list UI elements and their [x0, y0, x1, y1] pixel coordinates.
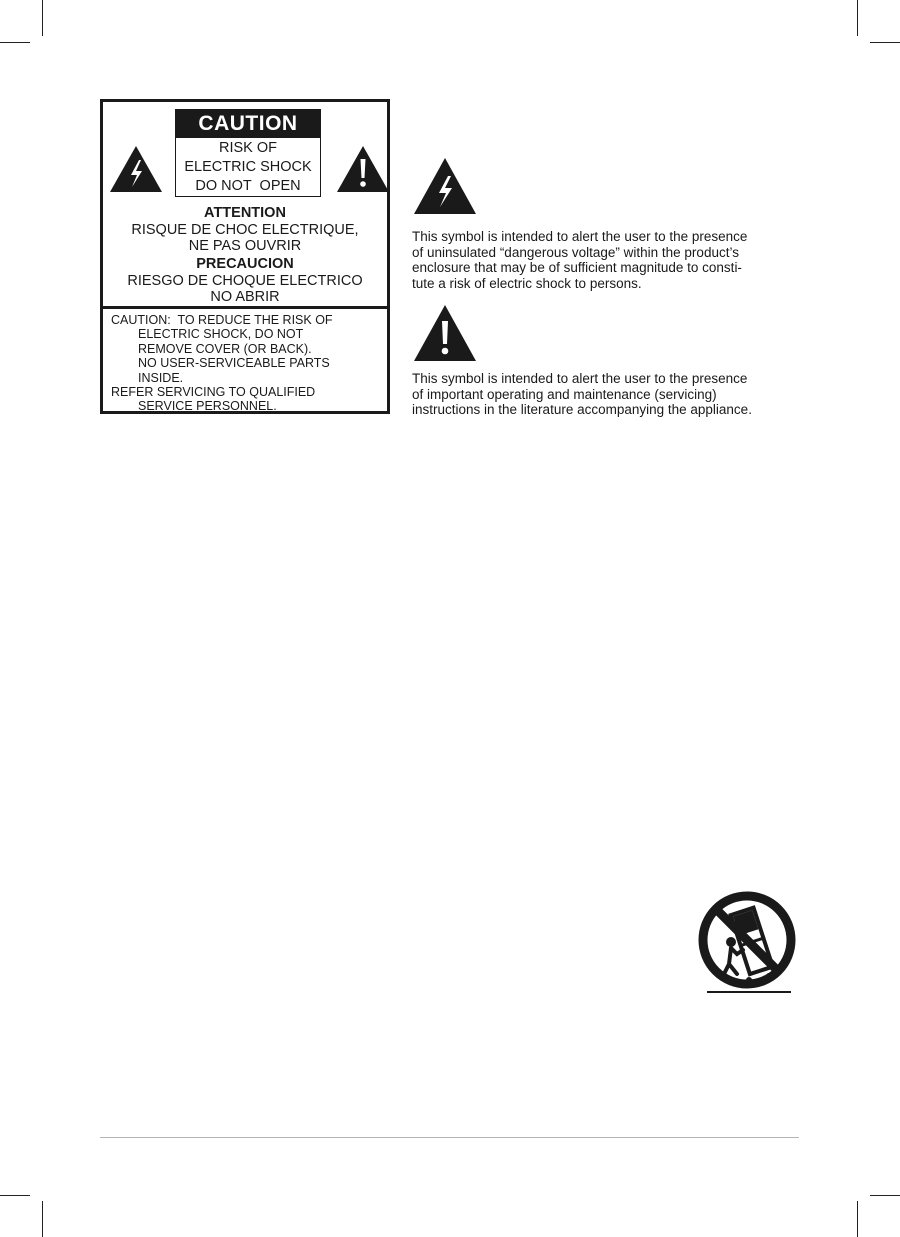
cart-tip-over-warning-icon	[697, 890, 797, 994]
warning-line: INSIDE.	[138, 370, 184, 385]
warning-line: NO USER-SERVICEABLE PARTS	[138, 356, 330, 371]
french-heading: ATTENTION	[204, 205, 286, 221]
description-line: tute a risk of electric shock to persons.	[412, 275, 642, 291]
warning-line: REMOVE COVER (OR BACK).	[138, 341, 312, 356]
service-warning-text	[111, 313, 383, 414]
exclamation-warning-icon	[412, 303, 478, 363]
warning-line: REFER SERVICING TO QUALIFIED	[111, 385, 316, 400]
crop-mark	[42, 1201, 43, 1237]
exclamation-warning-icon	[335, 144, 391, 194]
description-line: of important operating and maintenance (servicing)	[412, 386, 717, 402]
caution-label-top	[103, 102, 387, 306]
caution-label	[100, 99, 390, 414]
french-line: RISQUE DE CHOC ELECTRIQUE,	[131, 221, 359, 238]
lightning-warning-icon	[412, 156, 478, 216]
lightning-symbol-description	[412, 229, 782, 291]
caution-divider	[103, 306, 387, 309]
risk-line: ELECTRIC SHOCK	[184, 159, 312, 175]
spanish-heading: PRECAUCION	[196, 256, 294, 272]
description-line: of uninsulated “dangerous voltage” within the product’s	[412, 244, 739, 260]
spanish-warning	[103, 256, 387, 306]
crop-mark	[0, 42, 30, 43]
caution-risk-text	[176, 139, 320, 196]
crop-mark	[857, 1201, 858, 1237]
description-line: This symbol is intended to alert the user to the presence	[412, 371, 748, 386]
lightning-warning-icon	[108, 144, 164, 194]
caution-title: CAUTION	[176, 110, 320, 138]
risk-line: DO NOT OPEN	[195, 178, 301, 194]
french-warning	[103, 205, 387, 255]
warning-line: CAUTION: TO REDUCE THE RISK OF	[111, 313, 333, 327]
exclamation-symbol-description	[412, 371, 782, 418]
description-line: enclosure that may be of sufficient magnitude to consti-	[412, 260, 742, 275]
description-line: This symbol is intended to alert the user to the presence	[412, 229, 748, 244]
warning-line: SERVICE PERSONNEL.	[138, 399, 277, 414]
crop-mark	[857, 0, 858, 36]
risk-line: RISK OF	[218, 140, 277, 156]
warning-line: ELECTRIC SHOCK, DO NOT	[138, 327, 304, 342]
caution-header	[175, 109, 321, 197]
crop-mark	[870, 42, 900, 43]
spanish-line: RIESGO DE CHOQUE ELECTRICO	[127, 272, 363, 289]
crop-mark	[0, 1195, 30, 1196]
french-line: NE PAS OUVRIR	[188, 238, 302, 254]
spanish-line: NO ABRIR	[210, 289, 280, 305]
description-line: instructions in the literature accompanying the appliance.	[412, 402, 752, 417]
footer-rule	[100, 1137, 799, 1138]
crop-mark	[42, 0, 43, 36]
crop-mark	[870, 1195, 900, 1196]
